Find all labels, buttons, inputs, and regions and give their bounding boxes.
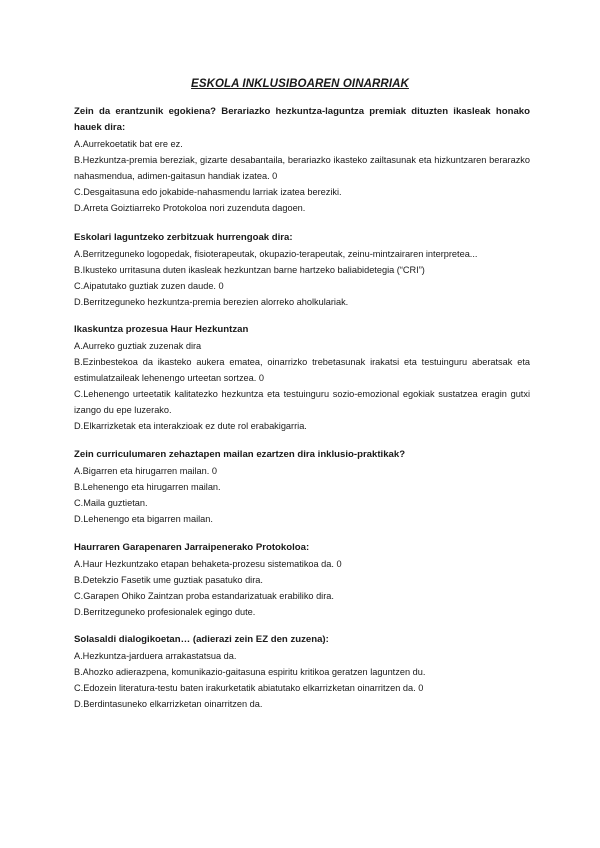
- question-block-2: [74, 230, 530, 310]
- option-b: B.Hezkuntza-premia bereziak, gizarte desabantaila, berariazko ikasteko zailtasunak eta hizkuntzaren berarazko nahasmendua, adimen-gaitasun handiak izatea. 0: [74, 155, 530, 181]
- question-text: Zein da erantzunik egokiena? Berariazko hezkuntza-laguntza premiak dituzten ikasleak honako hauek dira:: [74, 106, 530, 133]
- question-text: Eskolari laguntzeko zerbitzuak hurrengoak dira:: [74, 232, 293, 243]
- question-text: Zein curriculumaren zehaztapen mailan ezartzen dira inklusio-praktikak?: [74, 449, 406, 460]
- question-block-5: [74, 540, 530, 620]
- option-b: B.Detekzio Fasetik ume guztiak pasatuko dira.: [74, 575, 263, 585]
- option-d: D.Lehenengo eta bigarren mailan.: [74, 514, 213, 524]
- option-c: C.Desgaitasuna edo jokabide-nahasmendu larriak izatea bereziki.: [74, 187, 342, 197]
- question-block-4: [74, 447, 530, 527]
- option-c: C.Edozein literatura-testu baten irakurketatik abiatutako elkarrizketan oinarritzen da. 0: [74, 683, 424, 693]
- question-block-3: [74, 322, 530, 434]
- option-b: B.Ikusteko urritasuna duten ikasleak hezkuntzan barne hartzeko baliabidetegia (“CRI”): [74, 265, 425, 275]
- option-a: A.Aurrekoetatik bat ere ez.: [74, 139, 183, 149]
- option-a: A.Berritzeguneko logopedak, fisioterapeutak, okupazio-terapeutak, zeinu-mintzairaren interpretea...: [74, 249, 478, 259]
- option-a: A.Haur Hezkuntzako etapan behaketa-prozesu sistematikoa da. 0: [74, 559, 342, 569]
- option-d: D.Elkarrizketak eta interakzioak ez dute rol erabakigarria.: [74, 421, 307, 431]
- option-a: A.Bigarren eta hirugarren mailan. 0: [74, 466, 217, 476]
- question-text: Ikaskuntza prozesua Haur Hezkuntzan: [74, 324, 249, 335]
- option-c: C.Maila guztietan.: [74, 498, 148, 508]
- option-b: B.Ezinbestekoa da ikasteko aukera ematea, oinarrizko trebetasunak irakatsi eta testuinguru aberatsak eta estimulatzaileak lehenengo urteetan sortzea. 0: [74, 357, 530, 383]
- option-c: C.Lehenengo urteetatik kalitatezko hezkuntza eta testuinguru sozio-emozional egokiak sustatzea eragin gutxi izango du epe luzerako.: [74, 389, 530, 415]
- question-text: Haurraren Garapenaren Jarraipenerako Protokoloa:: [74, 542, 310, 553]
- option-c: C.Aipatutako guztiak zuzen daude. 0: [74, 281, 224, 291]
- option-a: A.Aurreko guztiak zuzenak dira: [74, 341, 202, 351]
- question-block-6: [74, 632, 530, 712]
- option-d: D.Arreta Goiztiarreko Protokoloa nori zuzenduta dagoen.: [74, 203, 306, 213]
- option-d: D.Berritzeguneko profesionalek egingo dute.: [74, 607, 256, 617]
- option-d: D.Berdintasuneko elkarrizketan oinarritzen da.: [74, 699, 263, 709]
- question-text: Solasaldi dialogikoetan… (adierazi zein EZ den zuzena):: [74, 634, 329, 645]
- option-c: C.Garapen Ohiko Zaintzan proba estandarizatuak erabiliko dira.: [74, 591, 334, 601]
- option-a: A.Hezkuntza-jarduera arrakastatsua da.: [74, 651, 237, 661]
- page-title: ESKOLA INKLUSIBOAREN OINARRIAK: [191, 78, 409, 90]
- option-d: D.Berritzeguneko hezkuntza-premia berezien alorreko aholkulariak.: [74, 297, 349, 307]
- option-b: B.Lehenengo eta hirugarren mailan.: [74, 482, 221, 492]
- question-block-1: [74, 104, 530, 216]
- option-b: B.Ahozko adierazpena, komunikazio-gaitasuna espiritu kritikoa geratzen laguntzen du.: [74, 667, 426, 677]
